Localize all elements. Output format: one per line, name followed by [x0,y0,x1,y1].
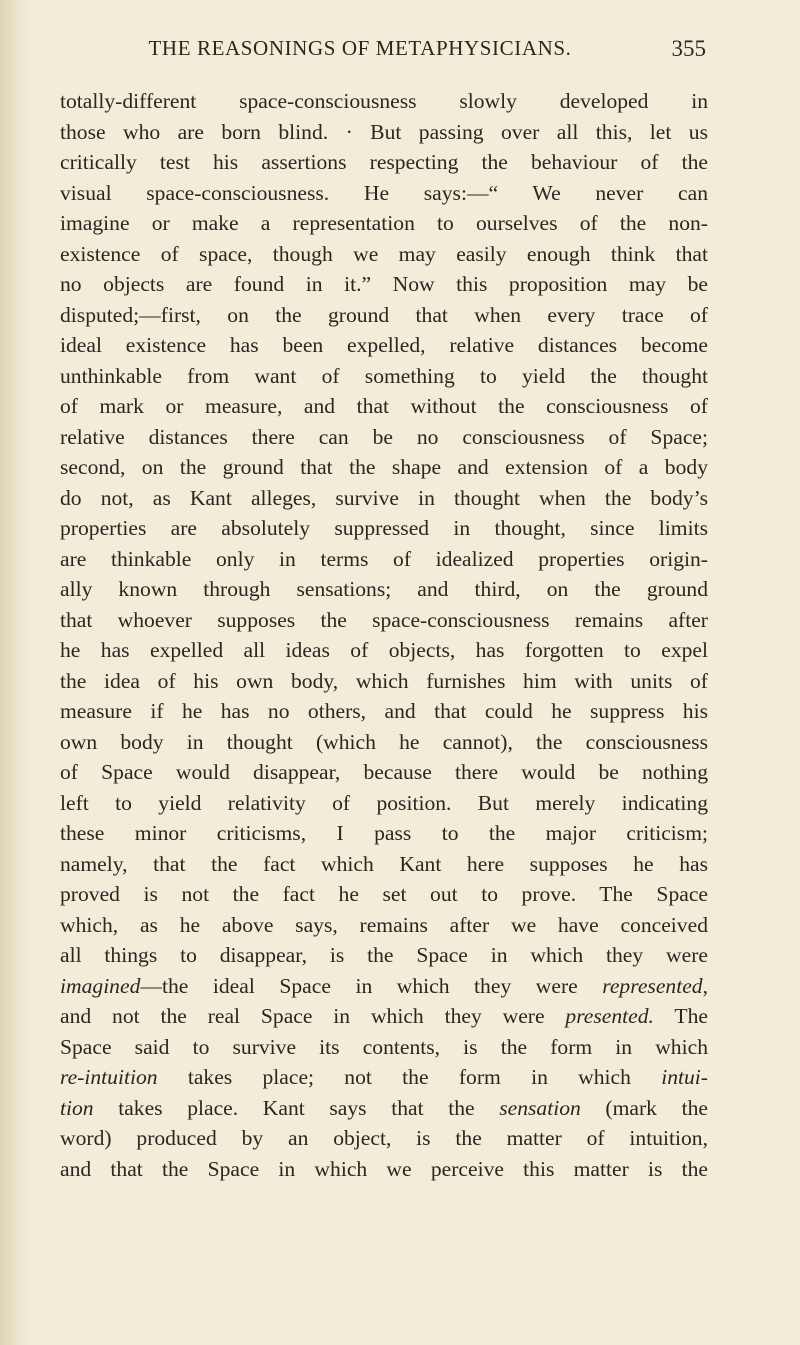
text-line [60,818,708,849]
text-segment: those who are born blind. · But passing over all this, let us [60,119,708,144]
text-line [60,849,708,880]
text-line [60,971,708,1002]
text-segment: , [702,973,708,998]
text-line [60,696,708,727]
text-segment: visual space-consciousness. He says:—“ We never can [60,180,708,205]
italic-text: tion [60,1095,94,1120]
body-text [60,86,708,1184]
text-line [60,1093,708,1124]
text-segment: takes place; not the form in which [157,1065,662,1089]
text-line [60,910,708,941]
text-line [60,117,708,148]
text-segment: existence of space, though we may easily enough think that [60,241,708,266]
text-line [60,1032,708,1063]
text-segment: ally known through sensations; and third, on the ground [60,577,708,601]
text-segment: own body in thought (which he cannot), the consciousness [60,729,708,754]
text-segment: The [653,1004,708,1028]
text-segment: of mark or measure, and that without the consciousness of [60,394,708,418]
text-line [60,879,708,910]
text-segment: unthinkable from want of something to yield the thought [60,363,708,388]
text-line [60,635,708,666]
text-segment: these minor criticisms, I pass to the major criticism; [60,821,708,845]
text-segment: that whoever supposes the space-consciousness remains after [60,607,708,632]
text-segment: takes place. Kant says that the [93,1095,500,1120]
text-line [60,788,708,819]
text-line [60,330,708,361]
text-segment: imagine or make a representation to ourselves of the non- [60,211,708,235]
text-line [60,300,708,331]
text-line [60,544,708,575]
text-line [60,574,708,605]
text-segment: all things to disappear, is the Space in which they were [60,943,708,967]
italic-text: re-intuition [60,1065,158,1089]
text-line [60,727,708,758]
text-line [60,1123,708,1154]
text-segment: no objects are found in it.” Now this proposition may be [60,272,708,296]
page-gutter-shadow [0,0,28,1345]
text-segment: disputed;—first, on the ground that when every trace of [60,302,708,327]
text-line [60,391,708,422]
text-segment: proved is not the fact he set out to prove. The Space [60,882,708,906]
text-segment: which, as he above says, remains after we have conceived [60,912,708,937]
text-segment: and not the real Space in which they were [60,1004,566,1028]
text-line [60,361,708,392]
text-line [60,1001,708,1032]
text-segment: ideal existence has been expelled, relative distances become [60,333,708,357]
text-segment: are thinkable only in terms of idealized properties origin- [60,546,708,571]
text-line [60,513,708,544]
text-segment: namely, that the fact which Kant here supposes he has [60,851,708,876]
text-segment: the idea of his own body, which furnishes him with units of [60,668,708,693]
text-segment: Space said to survive its contents, is the form in which [60,1034,708,1059]
text-segment: properties are absolutely suppressed in thought, since limits [60,516,708,540]
text-line [60,605,708,636]
text-line [60,178,708,209]
text-line [60,452,708,483]
running-head: THE REASONINGS OF METAPHYSICIANS. [148,36,572,60]
text-segment: do not, as Kant alleges, survive in thought when the body’s [60,485,708,510]
text-segment: critically test his assertions respecting the behaviour of the [60,150,708,174]
italic-text: intui- [661,1065,708,1089]
text-segment: of Space would disappear, because there would be nothing [60,760,708,784]
text-segment: —the ideal Space in which they were [140,973,603,998]
text-line [60,147,708,178]
page-header [110,36,706,76]
text-segment: word) produced by an object, is the matter of intuition, [60,1126,708,1150]
text-segment: left to yield relativity of position. But merely indicating [60,790,708,815]
text-line [60,483,708,514]
italic-text: sensation [499,1095,581,1120]
text-line [60,208,708,239]
text-segment: measure if he has no others, and that could he suppress his [60,699,708,723]
text-line [60,666,708,697]
text-line [60,940,708,971]
text-segment: and that the Space in which we perceive this matter is the [60,1156,708,1181]
italic-text: represented [602,973,703,998]
text-line [60,757,708,788]
text-line [60,269,708,300]
text-line [60,1062,708,1093]
text-segment: relative distances there can be no consciousness of Space; [60,424,708,449]
text-line [60,1154,708,1185]
italic-text: imagined [60,973,141,998]
text-segment: second, on the ground that the shape and extension of a body [60,455,708,479]
text-line [60,86,708,117]
italic-text: presented. [565,1004,654,1028]
text-segment: (mark the [580,1095,708,1120]
text-line [60,422,708,453]
text-segment: he has expelled all ideas of objects, has forgotten to expel [60,638,708,662]
page-number: 355 [671,36,706,61]
text-segment: totally-different space-consciousness slowly developed in [60,89,708,113]
text-line [60,239,708,270]
